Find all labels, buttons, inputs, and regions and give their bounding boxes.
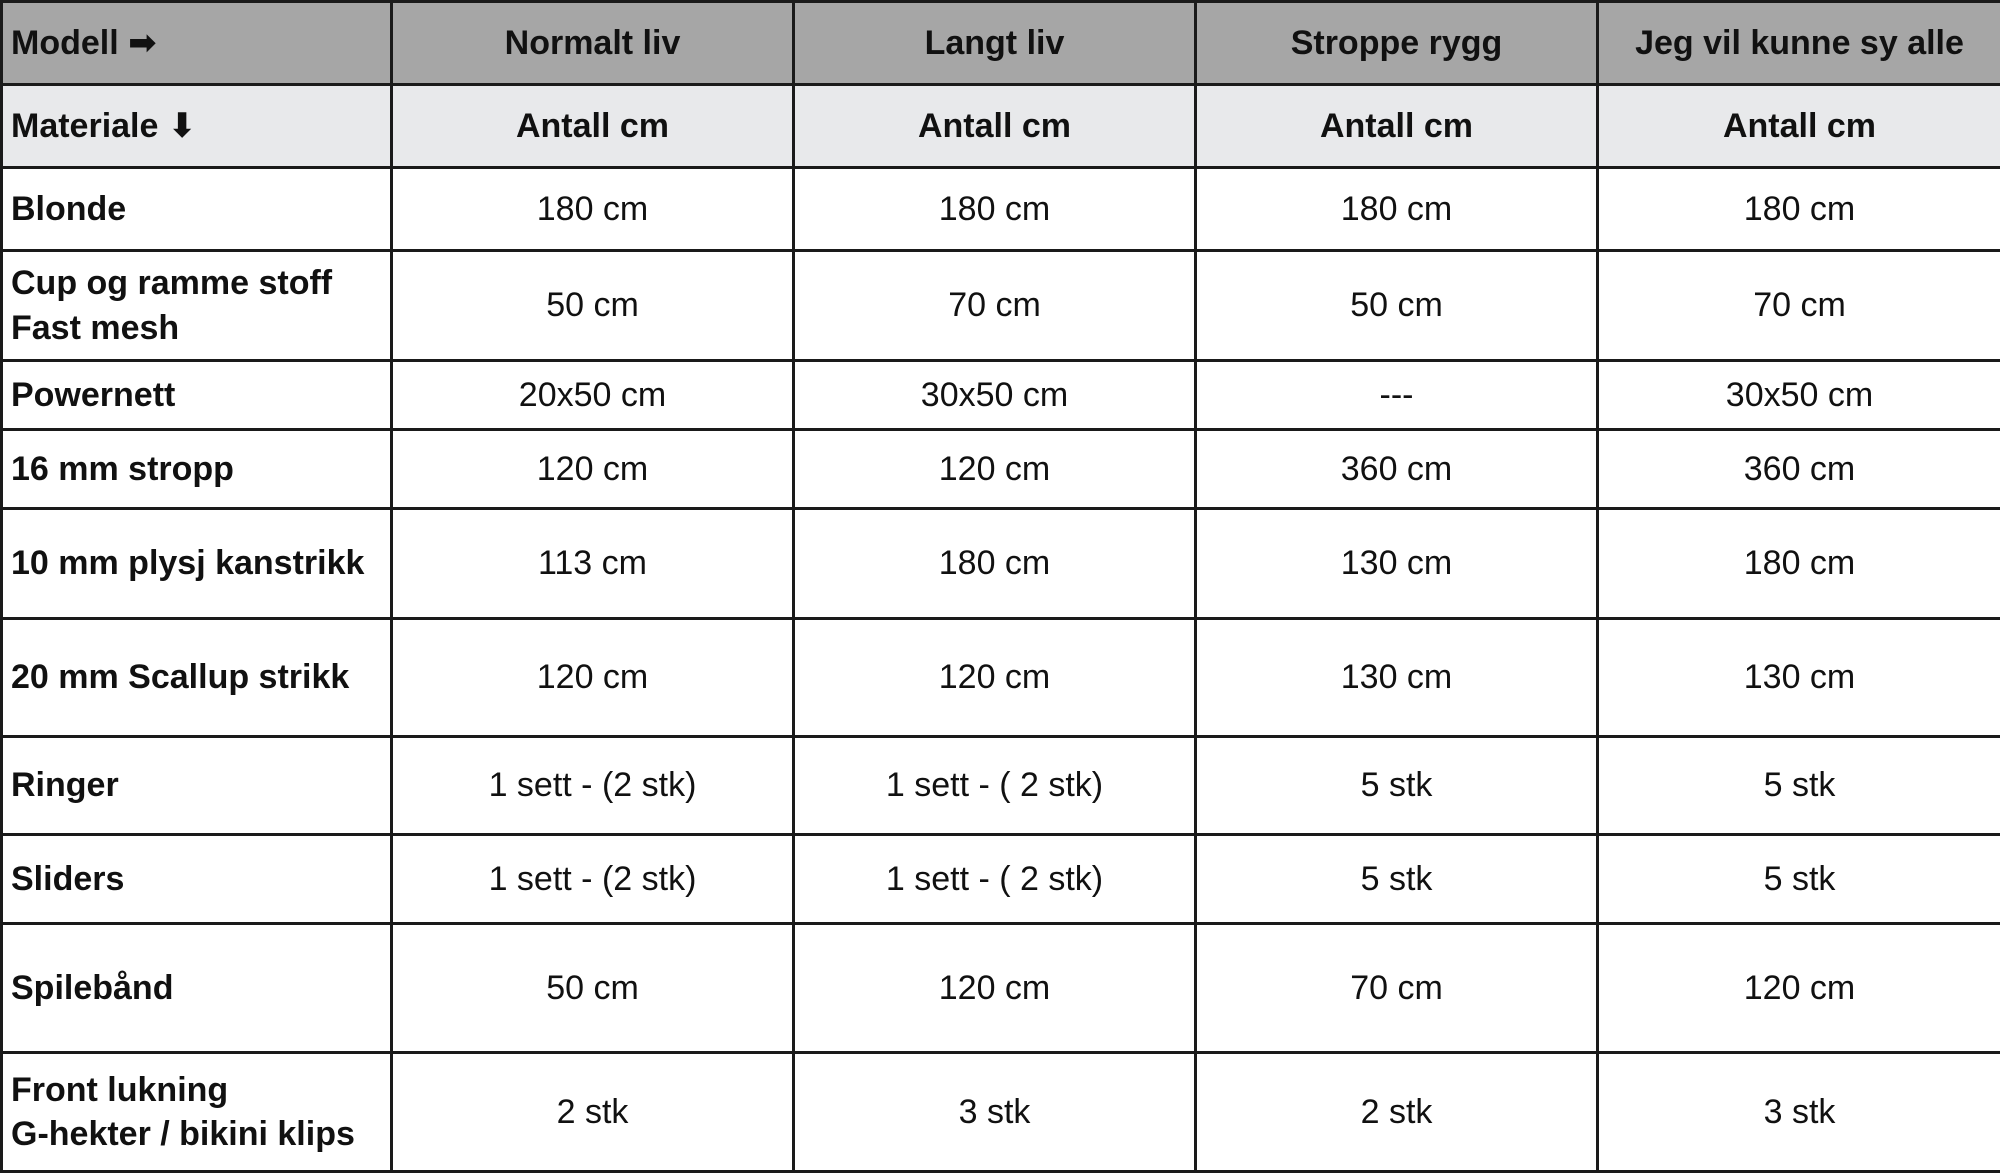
material-label-line: Fast mesh	[11, 308, 180, 347]
table-row	[2, 835, 2000, 924]
quantity-cell: 180 cm	[392, 168, 794, 251]
quantity-cell: 50 cm	[392, 924, 794, 1053]
material-label	[2, 619, 392, 737]
material-label	[2, 509, 392, 619]
quantity-cell: 120 cm	[1598, 924, 2000, 1053]
material-label	[2, 361, 392, 430]
quantity-cell: 5 stk	[1196, 835, 1598, 924]
quantity-cell: 20x50 cm	[392, 361, 794, 430]
quantity-cell: 70 cm	[1196, 924, 1598, 1053]
quantity-cell: 120 cm	[794, 924, 1196, 1053]
material-label	[2, 430, 392, 509]
quantity-cell: 120 cm	[392, 619, 794, 737]
model-header-cell: Normalt liv	[392, 2, 794, 85]
quantity-cell: 5 stk	[1196, 737, 1598, 835]
quantity-cell: 2 stk	[1196, 1053, 1598, 1172]
model-header-row	[2, 2, 2000, 85]
materials-table-body	[2, 2, 2000, 1172]
quantity-cell: 120 cm	[392, 430, 794, 509]
quantity-cell: 50 cm	[392, 251, 794, 361]
material-label-line: Spilebånd	[11, 968, 174, 1007]
material-label	[2, 737, 392, 835]
table-row	[2, 619, 2000, 737]
quantity-cell: 360 cm	[1598, 430, 2000, 509]
quantity-cell: 1 sett - ( 2 stk)	[794, 835, 1196, 924]
quantity-cell: 3 stk	[1598, 1053, 2000, 1172]
quantity-cell: 120 cm	[794, 430, 1196, 509]
quantity-cell: 1 sett - (2 stk)	[392, 835, 794, 924]
material-label-line: G-hekter / bikini klips	[11, 1115, 355, 1153]
unit-header-cell: Antall cm	[1598, 85, 2000, 168]
quantity-cell: 180 cm	[794, 509, 1196, 619]
model-header-cell: Jeg vil kunne sy alle	[1598, 2, 2000, 85]
model-header-cell: Stroppe rygg	[1196, 2, 1598, 85]
quantity-cell: 120 cm	[794, 619, 1196, 737]
material-label-line: Ringer	[11, 766, 119, 805]
model-corner-label: Modell ➡	[2, 2, 392, 85]
material-label	[2, 835, 392, 924]
unit-header-cell: Antall cm	[794, 85, 1196, 168]
material-label	[2, 168, 392, 251]
quantity-cell: 180 cm	[1598, 509, 2000, 619]
quantity-cell: ---	[1196, 361, 1598, 430]
quantity-cell: 130 cm	[1598, 619, 2000, 737]
material-label-line: Blonde	[11, 189, 127, 228]
unit-header-row	[2, 85, 2000, 168]
material-corner-label: Materiale ⬇	[2, 85, 392, 168]
table-row	[2, 430, 2000, 509]
material-label-line: Sliders	[11, 859, 125, 898]
table-row	[2, 361, 2000, 430]
table-row	[2, 251, 2000, 361]
quantity-cell: 1 sett - ( 2 stk)	[794, 737, 1196, 835]
material-label-line: 20 mm Scallup strikk	[11, 658, 350, 697]
quantity-cell: 30x50 cm	[794, 361, 1196, 430]
material-label-line: 10 mm plysj kanstrikk	[11, 544, 365, 583]
quantity-cell: 180 cm	[1598, 168, 2000, 251]
material-label-line: Front lukning	[11, 1070, 229, 1109]
quantity-cell: 5 stk	[1598, 835, 2000, 924]
quantity-cell: 70 cm	[794, 251, 1196, 361]
quantity-cell: 1 sett - (2 stk)	[392, 737, 794, 835]
quantity-cell: 30x50 cm	[1598, 361, 2000, 430]
material-label	[2, 251, 392, 361]
quantity-cell: 180 cm	[1196, 168, 1598, 251]
quantity-cell: 5 stk	[1598, 737, 2000, 835]
unit-header-cell: Antall cm	[392, 85, 794, 168]
material-label	[2, 1053, 392, 1172]
unit-header-cell: Antall cm	[1196, 85, 1598, 168]
quantity-cell: 113 cm	[392, 509, 794, 619]
quantity-cell: 70 cm	[1598, 251, 2000, 361]
material-label	[2, 924, 392, 1053]
material-label-line: Cup og ramme stoff	[11, 264, 333, 303]
material-label-line: Powernett	[11, 375, 176, 414]
quantity-cell: 2 stk	[392, 1053, 794, 1172]
quantity-cell: 360 cm	[1196, 430, 1598, 509]
table-row	[2, 168, 2000, 251]
quantity-cell: 50 cm	[1196, 251, 1598, 361]
quantity-cell: 3 stk	[794, 1053, 1196, 1172]
table-row	[2, 737, 2000, 835]
table-row	[2, 509, 2000, 619]
quantity-cell: 130 cm	[1196, 619, 1598, 737]
model-header-cell: Langt liv	[794, 2, 1196, 85]
table-row	[2, 1053, 2000, 1172]
table-row	[2, 924, 2000, 1053]
quantity-cell: 180 cm	[794, 168, 1196, 251]
quantity-cell: 130 cm	[1196, 509, 1598, 619]
material-label-line: 16 mm stropp	[11, 449, 234, 488]
